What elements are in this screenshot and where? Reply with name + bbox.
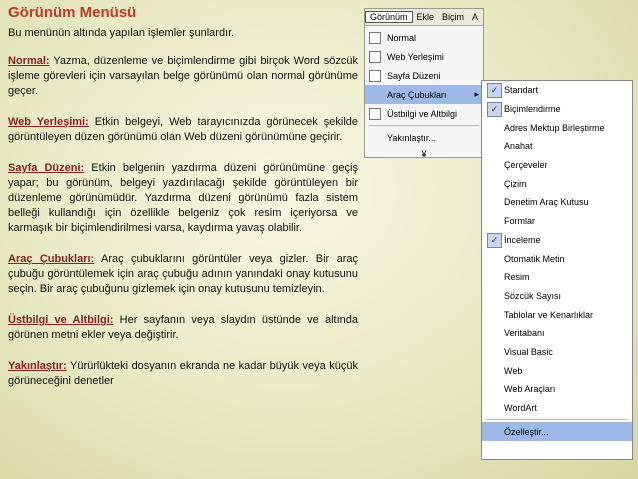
toolbar-item-anahat[interactable] bbox=[482, 137, 632, 156]
toolbar-item-adres-mektup[interactable] bbox=[482, 118, 632, 137]
menu-item-label: Üstbilgi ve Altbilgi bbox=[387, 108, 458, 119]
toolbar-item-formlar[interactable] bbox=[482, 212, 632, 231]
toolbar-item-veritabani[interactable] bbox=[482, 324, 632, 343]
toolbar-item-wordart[interactable] bbox=[482, 399, 632, 418]
section-normal bbox=[8, 54, 358, 99]
toolbar-item-bicimlendirme[interactable] bbox=[482, 100, 632, 119]
menu-separator bbox=[369, 125, 479, 126]
term-toolbars: Araç Çubukları: bbox=[8, 253, 95, 265]
toolbar-label: Web bbox=[504, 365, 523, 376]
toolbar-label: Özelleştir... bbox=[504, 426, 549, 437]
menu-item-zoom[interactable] bbox=[365, 128, 483, 147]
term-print-layout: Sayfa Düzeni: bbox=[8, 162, 85, 174]
term-zoom: Yakınlaştır: bbox=[8, 360, 67, 372]
toolbar-item-tablolar[interactable] bbox=[482, 305, 632, 324]
section-zoom bbox=[8, 359, 358, 389]
toolbar-label: İnceleme bbox=[504, 234, 541, 245]
toolbar-label: Sözcük Sayısı bbox=[504, 290, 562, 301]
term-web-layout: Web Yerleşimi: bbox=[8, 116, 89, 128]
desc-normal: Yazma, düzenleme ve biçimlendirme gibi birçok Word sözcük işleme görevleri için varsayılan belge görünümü olan normal görünüme geçer. bbox=[8, 55, 358, 97]
desc-header-footer: Her sayfanın veya slaydın üstünde ve altında görünen metni ekler veya değiştirir. bbox=[8, 314, 358, 341]
view-menu-list bbox=[365, 26, 483, 163]
menu-expand[interactable] bbox=[365, 147, 483, 161]
check-icon: ✓ bbox=[487, 102, 502, 117]
menubar bbox=[365, 9, 483, 26]
toolbar-label: Veritabanı bbox=[504, 328, 545, 339]
menu-item-header-footer[interactable] bbox=[365, 104, 483, 123]
desc-zoom: Yürürlükteki dosyanın ekranda ne kadar büyük veya küçük görüneceğini denetler bbox=[8, 360, 358, 387]
toolbar-item-resim[interactable] bbox=[482, 268, 632, 287]
toolbar-item-visual-basic[interactable] bbox=[482, 343, 632, 362]
toolbar-label: Otomatik Metin bbox=[504, 253, 565, 264]
normal-view-icon bbox=[369, 32, 381, 44]
menu-item-label: Araç Çubukları bbox=[387, 89, 447, 100]
toolbar-label: Denetim Araç Kutusu bbox=[504, 197, 589, 208]
toolbar-label: Visual Basic bbox=[504, 346, 553, 357]
web-layout-icon bbox=[369, 51, 381, 63]
toolbar-item-web[interactable] bbox=[482, 361, 632, 380]
toolbar-item-sozcuk-sayisi[interactable] bbox=[482, 287, 632, 306]
toolbar-item-cizim[interactable] bbox=[482, 174, 632, 193]
view-menu-window bbox=[364, 8, 484, 158]
menu-ekle[interactable]: Ekle bbox=[416, 12, 435, 22]
menu-item-print-layout[interactable] bbox=[365, 66, 483, 85]
menu-gorunum[interactable]: Görünüm bbox=[365, 11, 413, 23]
section-header-footer bbox=[8, 313, 358, 343]
print-layout-icon bbox=[369, 70, 381, 82]
desc-toolbars: Araç çubuklarını görüntüler veya gizler. Bir araç çubuğu görüntülemek için araç çubuğu adının yanındaki onay kutusunu seçin. Bir araç çubuğunu gizlemek için onay kutusunu temizleyin. bbox=[8, 253, 358, 295]
menu-item-label: Normal bbox=[387, 32, 417, 43]
toolbar-item-denetim[interactable] bbox=[482, 193, 632, 212]
check-icon: ✓ bbox=[487, 83, 502, 98]
menu-bicim[interactable]: Biçim bbox=[442, 12, 465, 22]
toolbar-label: Resim bbox=[504, 272, 530, 283]
toolbar-label: Biçimlendirme bbox=[504, 104, 561, 115]
section-toolbars bbox=[8, 252, 358, 297]
menu-item-label: Web Yerleşimi bbox=[387, 51, 444, 62]
toolbar-item-web-araclari[interactable] bbox=[482, 380, 632, 399]
check-icon: ✓ bbox=[487, 233, 502, 248]
toolbar-item-cerceveler[interactable] bbox=[482, 156, 632, 175]
menu-item-toolbars[interactable] bbox=[365, 85, 483, 104]
section-web-layout bbox=[8, 115, 358, 145]
menu-item-web-layout[interactable] bbox=[365, 47, 483, 66]
header-footer-icon bbox=[369, 108, 381, 120]
toolbar-item-standart[interactable] bbox=[482, 81, 632, 100]
term-header-footer: Üstbilgi ve Altbilgi: bbox=[8, 314, 114, 326]
toolbars-submenu bbox=[481, 80, 633, 460]
toolbar-label: WordArt bbox=[504, 403, 537, 414]
submenu-separator bbox=[486, 419, 628, 420]
menu-more[interactable]: A bbox=[472, 12, 479, 22]
menu-item-normal[interactable] bbox=[365, 28, 483, 47]
toolbar-label: Tablolar ve Kenarlıklar bbox=[504, 309, 594, 320]
page-title: Görünüm Menüsü bbox=[8, 4, 137, 21]
toolbar-label: Çizim bbox=[504, 178, 527, 189]
term-normal: Normal: bbox=[8, 55, 50, 67]
menu-item-label: Sayfa Düzeni bbox=[387, 70, 441, 81]
section-print-layout bbox=[8, 161, 358, 236]
toolbar-label: Adres Mektup Birleştirme bbox=[504, 122, 605, 133]
menu-item-label: Yakınlaştır... bbox=[387, 132, 436, 143]
intro-text: Bu menünün altında yapılan işlemler şunlardır. bbox=[8, 27, 235, 39]
submenu-arrow-icon: ▸ bbox=[474, 89, 479, 99]
toolbar-item-customize[interactable] bbox=[482, 422, 632, 441]
toolbar-item-otomatik-metin[interactable] bbox=[482, 249, 632, 268]
desc-print-layout: Etkin belgenin yazdırma düzeni görünümüne geçiş yapar; bu görünüm, belgeyi yazdırılacağı şekilde görüntüleyen bir düzenleme görünümüdür. Yazdırma düzeni görünümü fazla sistem belleği kullandığı için özellikle belgeniz çok resim içeriyorsa ve karmaşık bir biçimlendirilmesi varsa, kaydırma yavaş olabilir. bbox=[8, 162, 358, 234]
toolbar-item-inceleme[interactable] bbox=[482, 231, 632, 250]
text-column bbox=[8, 4, 358, 405]
toolbar-label: Formlar bbox=[504, 216, 535, 227]
toolbar-label: Standart bbox=[504, 85, 539, 96]
toolbar-label: Web Araçları bbox=[504, 384, 556, 395]
toolbar-label: Anahat bbox=[504, 141, 533, 152]
desc-web-layout: Etkin belgeyi, Web tarayıcınızda görünecek şekilde görüntüleyen düzen görünümü olan Web düzeni görünümüne geçirir. bbox=[8, 116, 358, 143]
expand-chevron-icon: ¥ bbox=[421, 149, 427, 159]
toolbar-label: Çerçeveler bbox=[504, 160, 548, 171]
